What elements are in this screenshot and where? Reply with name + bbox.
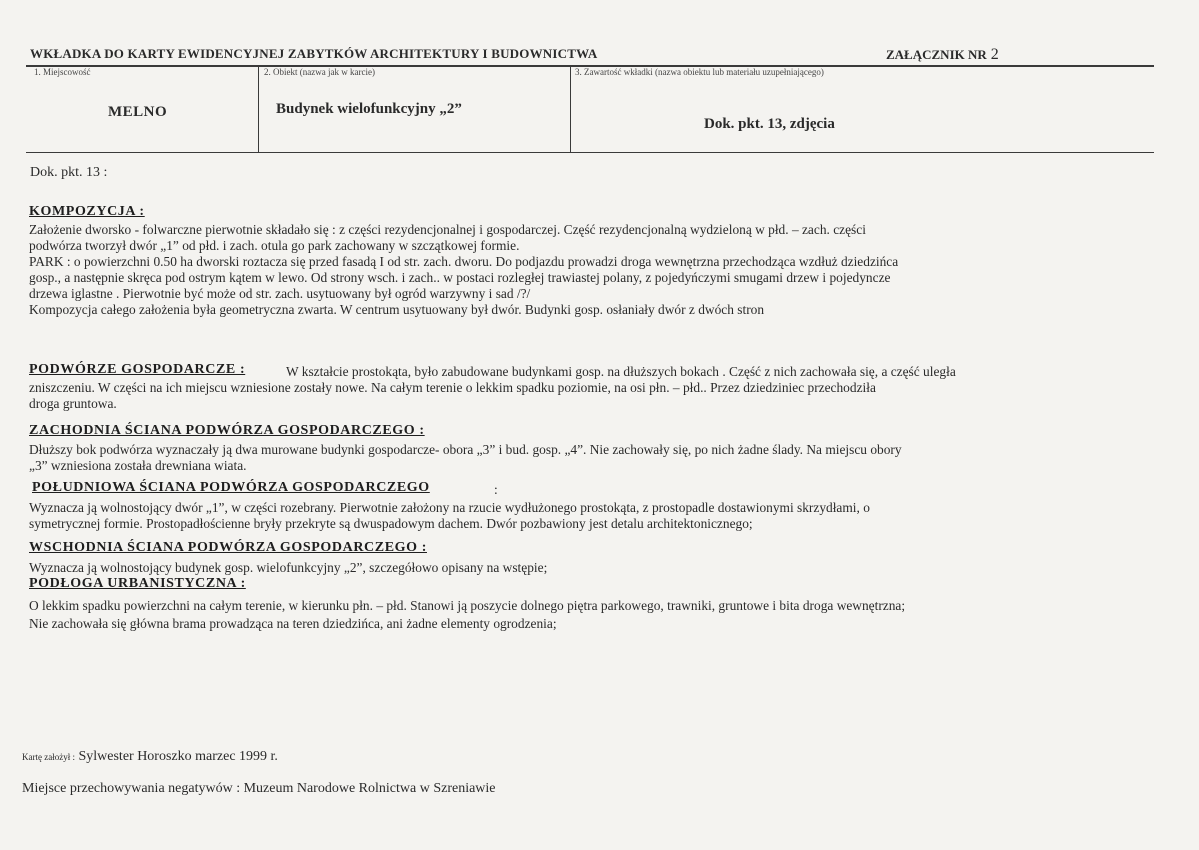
section-body-podworze [29, 380, 1159, 412]
storage-label: Miejsce przechowywania negatywów : [22, 781, 241, 796]
section-body-wschodnia [29, 560, 1159, 576]
section-heading-poludniowa-colon: : [494, 482, 498, 497]
locality-value: MELNO [108, 104, 168, 120]
text-line: Wyznacza ją wolnostojący dwór „1”, w części rozebrany. Pierwotnie założony na rzucie wydłużonego prostokąta, z prostopadle dostawionymi skrzydłami, o [29, 500, 870, 515]
text-line: O lekkim spadku powierzchni na całym terenie, w kierunku płn. – płd. Stanowi ją poszycie dolnego piętra parkowego, trawniki, gruntowe i bita droga wewnętrzna; [29, 598, 906, 613]
text-line: zniszczeniu. W części na ich miejscu wzniesione zostały nowe. Na całym terenie o lekkim spadku poziomie, na osi płn. – płd.. Przez dziedziniec przechodziła [29, 380, 876, 395]
contents-value: Dok. pkt. 13, zdjęcia [704, 116, 835, 132]
contents-label: 3. Zawartość wkładki (nazwa obiektu lub materiału uzupełniającego) [575, 67, 824, 77]
annex-label [886, 46, 999, 64]
author-label: Kartę założył : [22, 752, 75, 762]
text-line: droga gruntowa. [29, 396, 117, 411]
section-heading-poludniowa: POŁUDNIOWA ŚCIANA PODWÓRZA GOSPODARCZEGO [32, 480, 430, 495]
text-line: PARK : o powierzchni 0.50 ha dworski roztacza się przed fasadą I od str. zach. dworu. Do podjazdu prowadzi droga wewnętrzna przechodząca wzdłuż dziedzińca [29, 254, 899, 269]
object-label: 2. Obiekt (nazwa jak w karcie) [264, 67, 375, 77]
field-divider-2 [570, 66, 571, 153]
object-value: Budynek wielofunkcyjny „2” [276, 101, 462, 117]
text-line: symetrycznej formie. Prostopadłościenne bryły przekryte są dwuspadowym dachem. Dwór pozbawiony jest detalu architektonicznego; [29, 516, 753, 531]
locality-label: 1. Miejscowość [34, 67, 91, 77]
text-line: Założenie dworsko - folwarczne pierwotnie składało się : z części rezydencjonalnej i gospodarczej. Część rezydencjonalną wydzieloną w płd. – zach. części [29, 222, 866, 237]
section-heading-zachodnia: ZACHODNIA ŚCIANA PODWÓRZA GOSPODARCZEGO : [29, 423, 425, 438]
annex-label-text: ZAŁĄCZNIK NR [886, 47, 987, 62]
author-line [22, 749, 278, 765]
storage-value: Muzeum Narodowe Rolnictwa w Szreniawie [243, 781, 496, 796]
header-bottom-rule [26, 152, 1154, 153]
section-heading-podworze: PODWÓRZE GOSPODARCZE : [29, 362, 246, 377]
section-heading-kompozycja: KOMPOZYCJA : [29, 204, 145, 219]
storage-line [22, 781, 496, 797]
text-line: „3” wzniesiona została drewniana wiata. [29, 458, 247, 473]
annex-number: 2 [990, 46, 999, 63]
doc-reference: Dok. pkt. 13 : [30, 165, 108, 180]
text-line: drzewa iglastne . Pierwotnie być może od str. zach. usytuowany był ogród warzywny i sad /?/ [29, 286, 531, 301]
author-value: Sylwester Horoszko marzec 1999 r. [78, 749, 278, 764]
section-heading-wschodnia: WSCHODNIA ŚCIANA PODWÓRZA GOSPODARCZEGO : [29, 540, 427, 555]
section-body-podloga [29, 598, 1159, 632]
text-line: Kompozycja całego założenia była geometryczna zwarta. W centrum usytuowany był dwór. Budynki gosp. osłaniały dwór z dwóch stron [29, 302, 765, 317]
section-body-poludniowa [29, 500, 1159, 532]
text-line: Nie zachowała się główna brama prowadząca na teren dziedzińca, ani żadne elementy ogrodzenia; [29, 616, 557, 631]
section-body-kompozycja [29, 222, 1159, 318]
document-title: WKŁADKA DO KARTY EWIDENCYJNEJ ZABYTKÓW ARCHITEKTURY I BUDOWNICTWA [30, 46, 598, 61]
text-line: Wyznacza ją wolnostojący budynek gosp. wielofunkcyjny „2”, szczegółowo opisany na wstępie; [29, 560, 548, 575]
text-line: gosp., a następnie skręca pod ostrym kątem w lewo. Od strony wsch. i zach.. w postaci rozległej trawiastej polany, z pojedyńczymi smugami drzew i pojedyncze [29, 270, 891, 285]
section-heading-podloga: PODŁOGA URBANISTYCZNA : [29, 576, 246, 591]
section-first-line-podworze: W kształcie prostokąta, było zabudowane budynkami gosp. na dłuższych bokach . Część z nich zachowała się, a część uległa [286, 364, 956, 379]
field-divider-1 [258, 66, 259, 153]
text-line: podwórza tworzył dwór „1” od płd. i zach. otula go park zachowany w szczątkowej formie. [29, 238, 520, 253]
section-body-zachodnia [29, 442, 1159, 474]
text-line: Dłuższy bok podwórza wyznaczały ją dwa murowane budynki gospodarcze- obora „3” i bud. gosp. „4”. Nie zachowały się, po nich żadne ślady. Na miejscu obory [29, 442, 902, 457]
